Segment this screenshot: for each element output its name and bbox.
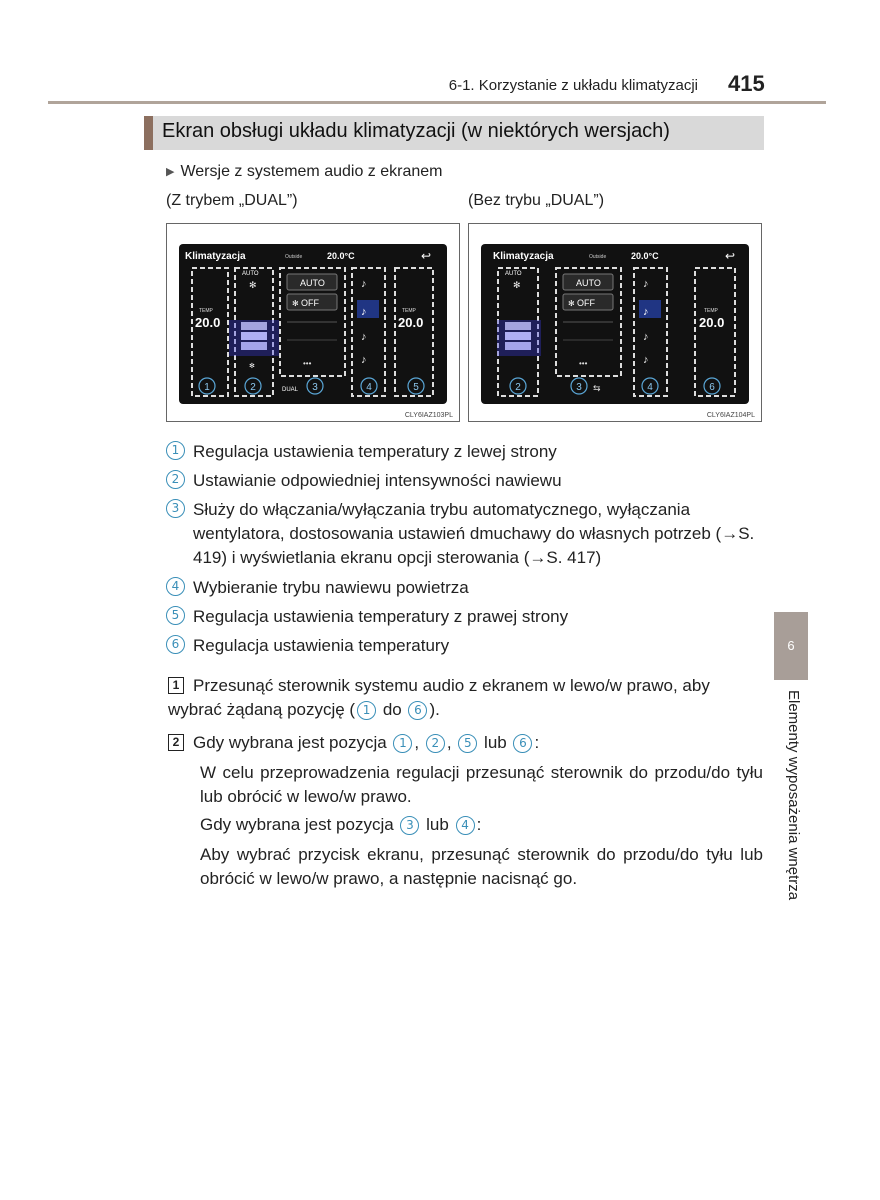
chapter-label: Elementy wyposażenia wnętrza — [785, 690, 802, 901]
item-number: 4 — [166, 577, 185, 596]
temp-value: 20.0 — [699, 315, 725, 330]
item-number: 1 — [166, 441, 185, 460]
callout-number: 5 — [413, 382, 419, 393]
step-number: 1 — [168, 677, 184, 694]
list-item — [166, 498, 761, 570]
callout-number: 3 — [576, 382, 582, 393]
auto-fan-label: AUTO — [242, 271, 259, 277]
step-text: , — [446, 733, 457, 752]
item-number: 5 — [166, 606, 185, 625]
fan-glow — [229, 320, 279, 356]
item-number: 2 — [166, 470, 185, 489]
caption-right: (Bez trybu „DUAL”) — [468, 192, 605, 209]
airflow-feet-defrost-icon[interactable]: ♪ — [361, 354, 367, 366]
step-2 — [168, 731, 764, 755]
fan-glow — [497, 320, 541, 356]
airflow-feet-defrost-icon[interactable]: ♪ — [643, 354, 649, 366]
ref-number: 5 — [458, 734, 477, 753]
outside-temp: 20.0°C — [631, 251, 659, 261]
item-text: Wybieranie trybu nawiewu powietrza — [193, 578, 469, 597]
paragraph: W celu przeprowadzenia regulacji przesunąć sterownik do przodu/do tyłu lub obrócić w lewo/w prawo. — [200, 763, 763, 806]
section-title: Ekran obsługi układu klimatyzacji (w niektórych wersjach) — [162, 120, 670, 142]
climate-screen-dual — [167, 224, 459, 421]
paragraph: Aby wybrać przycisk ekranu, przesunąć sterownik do przodu/do tyłu lub obrócić w lewo/w prawo, a następnie nacisnąć go. — [200, 845, 763, 888]
item-text: Regulacja ustawienia temperatury z prawej strony — [193, 607, 569, 626]
back-icon[interactable]: ↩ — [725, 249, 736, 263]
off-button-label: OFF — [577, 298, 595, 308]
item-text: Regulacja ustawienia temperatury — [193, 636, 450, 655]
para-text: Gdy wybrana jest pozycja — [200, 815, 399, 834]
callout-number: 4 — [647, 382, 653, 393]
caption-left: (Z trybem „DUAL”) — [166, 192, 298, 209]
fan-off-icon: ✻ — [568, 299, 575, 308]
fan-icon: ✻ — [513, 280, 521, 290]
page-number: 415 — [728, 71, 765, 96]
list-item — [166, 440, 761, 464]
more-button[interactable]: ••• — [303, 359, 312, 368]
temp-label-left: TEMP — [199, 308, 213, 314]
step-text: , — [414, 733, 424, 752]
fan-small-icon: ✻ — [249, 363, 255, 370]
back-icon[interactable]: ↩ — [421, 249, 432, 263]
ref-number: 6 — [408, 701, 427, 720]
ref-number: 6 — [513, 734, 532, 753]
item-text: Regulacja ustawienia temperatury z lewej strony — [193, 442, 557, 461]
airflow-face-icon[interactable]: ♪ — [361, 278, 367, 290]
temp-label: TEMP — [704, 308, 718, 314]
callout-number: 3 — [312, 382, 318, 393]
callout-number: 2 — [250, 382, 256, 393]
ref-number: 4 — [456, 816, 475, 835]
para-text: : — [476, 815, 482, 834]
step-text: ). — [429, 700, 440, 719]
item-text: Ustawianie odpowiedniej intensywności nawiewu — [193, 471, 562, 490]
figure-code: CLY6IAZ104PL — [706, 412, 755, 419]
figure-single-mode — [468, 223, 762, 422]
chapter-tab[interactable]: 6 — [774, 612, 808, 680]
step-1 — [168, 674, 764, 722]
list-item — [166, 634, 761, 658]
airflow-feet-icon[interactable]: ♪ — [643, 331, 649, 343]
step-text: : — [534, 733, 540, 752]
ref-number: 3 — [400, 816, 419, 835]
outside-label: Outside — [589, 254, 607, 260]
temp-value-left: 20.0 — [195, 315, 221, 330]
ref-number: 2 — [426, 734, 445, 753]
outside-label: Outside — [285, 254, 303, 260]
airflow-feet-icon[interactable]: ♪ — [361, 331, 367, 343]
screen-title: Klimatyzacja — [185, 251, 246, 262]
running-header: 6-1. Korzystanie z układu klimatyzacji — [448, 77, 698, 94]
auto-button-label: AUTO — [300, 278, 325, 288]
screen-title: Klimatyzacja — [493, 251, 554, 262]
recirculation-icon[interactable]: ⇆ — [593, 383, 601, 393]
subtitle — [166, 163, 442, 181]
figure-dual-mode — [166, 223, 460, 422]
subtitle-text: Wersje z systemem audio z ekranem — [180, 163, 443, 180]
temp-label-right: TEMP — [402, 308, 416, 314]
figure-code: CLY6IAZ103PL — [404, 412, 453, 419]
para-text: lub — [421, 815, 454, 834]
item-number: 6 — [166, 635, 185, 654]
ref-number: 1 — [393, 734, 412, 753]
temp-value-right: 20.0 — [398, 315, 424, 330]
step-text: lub — [479, 733, 512, 752]
step-text: Gdy wybrana jest pozycja — [193, 733, 392, 752]
outside-temp: 20.0°C — [327, 251, 355, 261]
step-number: 2 — [168, 734, 184, 751]
fan-off-icon: ✻ — [292, 299, 299, 308]
auto-button-label: AUTO — [576, 278, 601, 288]
dual-label[interactable]: DUAL — [282, 387, 299, 393]
step-text: do — [378, 700, 407, 719]
airflow-face-feet-icon[interactable]: ♪ — [361, 306, 367, 318]
climate-screen-single — [469, 224, 761, 421]
airflow-face-icon[interactable]: ♪ — [643, 278, 649, 290]
item-text: Służy do włączania/wyłączania trybu automatycznego, wyłączania wentylatora, dostosowania ustawień dmuchawy do własnych potrzeb (→S. 419) i wyświetlania ekranu opcji sterowania (→S. 417) — [193, 500, 755, 567]
fan-icon: ✻ — [249, 280, 257, 290]
callout-number: 1 — [204, 382, 210, 393]
triangle-bullet-icon: ▶ — [166, 166, 175, 178]
callout-number: 4 — [366, 382, 372, 393]
list-item — [166, 576, 761, 600]
airflow-face-feet-icon[interactable]: ♪ — [643, 306, 649, 318]
paragraph-condition — [200, 813, 763, 837]
list-item — [166, 469, 761, 493]
off-button-label: OFF — [301, 298, 319, 308]
list-item — [166, 605, 761, 629]
auto-fan-label: AUTO — [505, 271, 522, 277]
section-title-accent — [144, 116, 153, 150]
callout-number: 2 — [515, 382, 521, 393]
item-number: 3 — [166, 499, 185, 518]
more-button[interactable]: ••• — [579, 359, 588, 368]
callout-number: 6 — [709, 382, 715, 393]
ref-number: 1 — [357, 701, 376, 720]
step-text: Przesunąć sterownik systemu audio z ekranem w lewo/w prawo, aby wybrać żądaną pozycję ( — [168, 676, 710, 719]
header-rule — [48, 101, 826, 104]
